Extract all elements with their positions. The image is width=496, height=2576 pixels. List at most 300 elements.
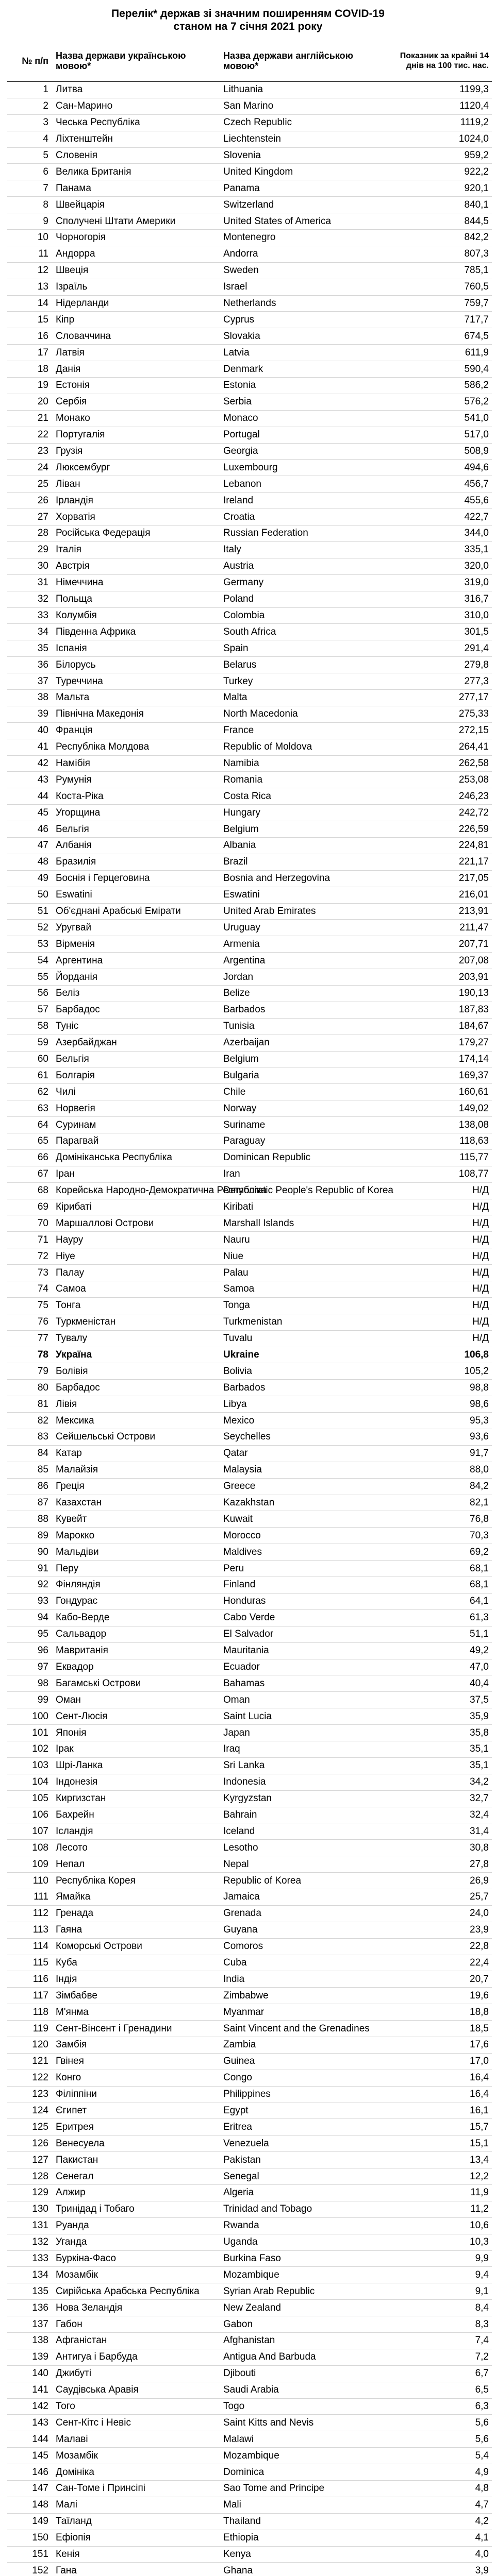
row-number: 59 bbox=[7, 1035, 54, 1051]
table-row bbox=[7, 1363, 492, 1380]
incidence-value: Н/Д bbox=[389, 1232, 492, 1248]
country-name-english: Senegal bbox=[221, 2168, 389, 2185]
table-row bbox=[7, 131, 492, 147]
country-name-english: Liechtenstein bbox=[221, 131, 389, 147]
table-row bbox=[7, 1133, 492, 1150]
table-row bbox=[7, 1544, 492, 1561]
incidence-value: 291,4 bbox=[389, 640, 492, 657]
country-name-ukrainian: Україна bbox=[54, 1347, 221, 1363]
country-name-english: Mozambique bbox=[221, 2267, 389, 2283]
incidence-value: Н/Д bbox=[389, 1182, 492, 1199]
incidence-value: 23,9 bbox=[389, 1922, 492, 1938]
country-name-ukrainian: Конго bbox=[54, 2070, 221, 2086]
incidence-value: 1024,0 bbox=[389, 131, 492, 147]
row-number: 14 bbox=[7, 295, 54, 312]
table-row bbox=[7, 427, 492, 443]
country-name-english: Jamaica bbox=[221, 1889, 389, 1905]
row-number: 43 bbox=[7, 772, 54, 788]
country-name-ukrainian: Руанда bbox=[54, 2217, 221, 2234]
country-name-ukrainian: Сент-Вінсент і Гренадини bbox=[54, 2021, 221, 2037]
row-number: 83 bbox=[7, 1429, 54, 1446]
table-row bbox=[7, 624, 492, 640]
row-number: 75 bbox=[7, 1297, 54, 1314]
table-row bbox=[7, 689, 492, 706]
row-number: 152 bbox=[7, 2563, 54, 2576]
incidence-value: 5,6 bbox=[389, 2431, 492, 2448]
row-number: 19 bbox=[7, 378, 54, 394]
country-name-ukrainian: Габон bbox=[54, 2316, 221, 2333]
table-row bbox=[7, 2481, 492, 2497]
country-name-ukrainian: Естонія bbox=[54, 378, 221, 394]
country-name-ukrainian: Гана bbox=[54, 2563, 221, 2576]
country-name-ukrainian: Ліхтенштейн bbox=[54, 131, 221, 147]
row-number: 37 bbox=[7, 673, 54, 690]
table-row bbox=[7, 1577, 492, 1594]
row-number: 25 bbox=[7, 476, 54, 493]
country-name-ukrainian: Японія bbox=[54, 1725, 221, 1741]
country-name-english: Slovenia bbox=[221, 147, 389, 164]
table-row bbox=[7, 476, 492, 493]
table-row bbox=[7, 2185, 492, 2201]
table-row bbox=[7, 2283, 492, 2300]
country-name-ukrainian: Панама bbox=[54, 180, 221, 197]
table-row bbox=[7, 1692, 492, 1708]
row-number: 64 bbox=[7, 1117, 54, 1133]
table-row bbox=[7, 2021, 492, 2037]
table-row bbox=[7, 591, 492, 607]
incidence-value: 35,9 bbox=[389, 1708, 492, 1725]
incidence-value: 17,0 bbox=[389, 2053, 492, 2070]
table-row bbox=[7, 279, 492, 295]
country-name-english: Zambia bbox=[221, 2037, 389, 2053]
country-name-ukrainian: Сенегал bbox=[54, 2168, 221, 2185]
row-number: 140 bbox=[7, 2365, 54, 2382]
table-row bbox=[7, 114, 492, 131]
country-name-english: Tonga bbox=[221, 1297, 389, 1314]
country-name-english: Portugal bbox=[221, 427, 389, 443]
country-name-ukrainian: Пакистан bbox=[54, 2152, 221, 2168]
table-row bbox=[7, 706, 492, 722]
incidence-value: 98,8 bbox=[389, 1380, 492, 1396]
country-name-ukrainian: Куба bbox=[54, 1955, 221, 1971]
table-row bbox=[7, 2037, 492, 2053]
table-row bbox=[7, 2415, 492, 2431]
country-name-ukrainian: Суринам bbox=[54, 1117, 221, 1133]
country-name-ukrainian: Багамські Острови bbox=[54, 1675, 221, 1692]
country-name-english: El Salvador bbox=[221, 1626, 389, 1642]
row-number: 136 bbox=[7, 2300, 54, 2316]
country-name-ukrainian: Тринідад і Тобаго bbox=[54, 2201, 221, 2217]
table-row bbox=[7, 1002, 492, 1018]
incidence-value: 16,1 bbox=[389, 2103, 492, 2119]
incidence-value: 674,5 bbox=[389, 328, 492, 345]
country-name-english: Chile bbox=[221, 1084, 389, 1100]
row-number: 13 bbox=[7, 279, 54, 295]
incidence-value: 19,6 bbox=[389, 1988, 492, 2004]
incidence-value: 7,4 bbox=[389, 2333, 492, 2349]
row-number: 123 bbox=[7, 2086, 54, 2103]
country-name-ukrainian: Зімбабве bbox=[54, 1988, 221, 2004]
country-name-ukrainian: Республіка Молдова bbox=[54, 739, 221, 755]
row-number: 126 bbox=[7, 2136, 54, 2152]
incidence-value: 68,1 bbox=[389, 1561, 492, 1577]
row-number: 145 bbox=[7, 2448, 54, 2464]
incidence-value: 4,0 bbox=[389, 2546, 492, 2563]
incidence-value: 15,7 bbox=[389, 2119, 492, 2136]
incidence-value: 18,8 bbox=[389, 2004, 492, 2021]
row-number: 84 bbox=[7, 1445, 54, 1462]
row-number: 135 bbox=[7, 2283, 54, 2300]
country-name-ukrainian: Еритрея bbox=[54, 2119, 221, 2136]
country-name-ukrainian: Науру bbox=[54, 1232, 221, 1248]
incidence-value: 93,6 bbox=[389, 1429, 492, 1446]
table-row bbox=[7, 295, 492, 312]
row-number: 54 bbox=[7, 953, 54, 969]
row-number: 23 bbox=[7, 443, 54, 460]
country-name-ukrainian: Болгарія bbox=[54, 1067, 221, 1084]
country-name-english: Dominica bbox=[221, 2464, 389, 2481]
row-number: 104 bbox=[7, 1774, 54, 1790]
row-number: 58 bbox=[7, 1018, 54, 1035]
table-row bbox=[7, 1248, 492, 1265]
country-name-ukrainian: Домініка bbox=[54, 2464, 221, 2481]
table-row bbox=[7, 903, 492, 920]
table-row bbox=[7, 755, 492, 772]
table-row bbox=[7, 230, 492, 246]
incidence-value: 422,7 bbox=[389, 509, 492, 526]
table-row bbox=[7, 197, 492, 213]
row-number: 82 bbox=[7, 1413, 54, 1429]
table-row bbox=[7, 1774, 492, 1790]
incidence-value: 37,5 bbox=[389, 1692, 492, 1708]
row-number: 89 bbox=[7, 1528, 54, 1544]
country-name-english: France bbox=[221, 722, 389, 739]
country-name-ukrainian: Антигуа і Барбуда bbox=[54, 2349, 221, 2365]
table-row bbox=[7, 1035, 492, 1051]
table-row bbox=[7, 1215, 492, 1232]
country-name-english: Costa Rica bbox=[221, 788, 389, 805]
country-name-english: South Africa bbox=[221, 624, 389, 640]
country-name-english: Barbados bbox=[221, 1380, 389, 1396]
table-row bbox=[7, 1051, 492, 1067]
incidence-value: 4,2 bbox=[389, 2513, 492, 2530]
row-number: 147 bbox=[7, 2481, 54, 2497]
incidence-value: 785,1 bbox=[389, 262, 492, 279]
row-number: 38 bbox=[7, 689, 54, 706]
country-name-ukrainian: Боснія і Герцеговина bbox=[54, 870, 221, 887]
incidence-value: 4,8 bbox=[389, 2481, 492, 2497]
row-number: 12 bbox=[7, 262, 54, 279]
country-name-english: Rwanda bbox=[221, 2217, 389, 2234]
incidence-value: 32,7 bbox=[389, 1790, 492, 1807]
country-name-english: Belarus bbox=[221, 657, 389, 673]
country-name-ukrainian: Андорра bbox=[54, 246, 221, 262]
row-number: 79 bbox=[7, 1363, 54, 1380]
country-name-english: Samoa bbox=[221, 1281, 389, 1298]
country-name-english: Monaco bbox=[221, 410, 389, 427]
row-number: 86 bbox=[7, 1478, 54, 1495]
row-number: 53 bbox=[7, 936, 54, 953]
incidence-value: 40,4 bbox=[389, 1675, 492, 1692]
country-name-english: Germany bbox=[221, 574, 389, 591]
country-name-english: Lesotho bbox=[221, 1840, 389, 1856]
country-name-ukrainian: Туреччина bbox=[54, 673, 221, 690]
country-name-english: Thailand bbox=[221, 2513, 389, 2530]
country-name-english: Greece bbox=[221, 1478, 389, 1495]
incidence-value: 49,2 bbox=[389, 1642, 492, 1659]
row-number: 85 bbox=[7, 1462, 54, 1478]
country-name-ukrainian: Нідерланди bbox=[54, 295, 221, 312]
country-name-ukrainian: Румунія bbox=[54, 772, 221, 788]
row-number: 87 bbox=[7, 1495, 54, 1511]
incidence-value: 35,1 bbox=[389, 1741, 492, 1757]
country-name-ukrainian: Замбія bbox=[54, 2037, 221, 2053]
incidence-value: 88,0 bbox=[389, 1462, 492, 1478]
country-name-ukrainian: Оман bbox=[54, 1692, 221, 1708]
country-name-english: Republic of Korea bbox=[221, 1873, 389, 1889]
table-row bbox=[7, 1873, 492, 1889]
table-row bbox=[7, 1609, 492, 1626]
table-row bbox=[7, 920, 492, 936]
country-name-ukrainian: Кабо-Верде bbox=[54, 1609, 221, 1626]
country-name-ukrainian: Йорданія bbox=[54, 969, 221, 986]
country-name-ukrainian: Ісландія bbox=[54, 1823, 221, 1840]
row-number: 107 bbox=[7, 1823, 54, 1840]
country-name-english: Barbados bbox=[221, 1002, 389, 1018]
country-name-english: Serbia bbox=[221, 394, 389, 410]
incidence-value: 30,8 bbox=[389, 1840, 492, 1856]
country-name-english: Sao Tome and Principe bbox=[221, 2481, 389, 2497]
country-name-english: Kenya bbox=[221, 2546, 389, 2563]
table-row bbox=[7, 2136, 492, 2152]
country-name-ukrainian: Домініканська Республіка bbox=[54, 1149, 221, 1166]
table-row bbox=[7, 2513, 492, 2530]
country-name-ukrainian: Італія bbox=[54, 541, 221, 558]
country-name-ukrainian: Болівія bbox=[54, 1363, 221, 1380]
row-number: 122 bbox=[7, 2070, 54, 2086]
country-name-ukrainian: Угорщина bbox=[54, 805, 221, 821]
table-row bbox=[7, 1823, 492, 1840]
table-row bbox=[7, 1462, 492, 1478]
country-name-english: Uganda bbox=[221, 2234, 389, 2250]
title-line-2: станом на 7 січня 2021 року bbox=[173, 21, 323, 32]
table-row bbox=[7, 180, 492, 197]
country-name-ukrainian: Велика Британія bbox=[54, 164, 221, 180]
table-row bbox=[7, 788, 492, 805]
country-name-english: Namibia bbox=[221, 755, 389, 772]
header-row bbox=[7, 40, 492, 82]
country-name-english: Oman bbox=[221, 1692, 389, 1708]
table-row bbox=[7, 1528, 492, 1544]
row-number: 116 bbox=[7, 1971, 54, 1988]
incidence-value: 576,2 bbox=[389, 394, 492, 410]
country-name-ukrainian: М'янма bbox=[54, 2004, 221, 2021]
incidence-value: 18,5 bbox=[389, 2021, 492, 2037]
table-row bbox=[7, 345, 492, 361]
incidence-value: 22,8 bbox=[389, 1938, 492, 1955]
country-name-ukrainian: Алжир bbox=[54, 2185, 221, 2201]
incidence-value: 3,9 bbox=[389, 2563, 492, 2576]
row-number: 97 bbox=[7, 1659, 54, 1675]
row-number: 20 bbox=[7, 394, 54, 410]
row-number: 102 bbox=[7, 1741, 54, 1757]
table-row bbox=[7, 1642, 492, 1659]
table-row bbox=[7, 164, 492, 180]
country-name-ukrainian: Бельгія bbox=[54, 821, 221, 838]
table-row bbox=[7, 1429, 492, 1446]
country-name-ukrainian: Іран bbox=[54, 1166, 221, 1182]
country-name-ukrainian: Сан-Марино bbox=[54, 98, 221, 114]
country-name-ukrainian: Коморські Острови bbox=[54, 1938, 221, 1955]
country-name-english: United States of America bbox=[221, 213, 389, 230]
row-number: 41 bbox=[7, 739, 54, 755]
incidence-value: 68,1 bbox=[389, 1577, 492, 1594]
incidence-value: 70,3 bbox=[389, 1528, 492, 1544]
row-number: 128 bbox=[7, 2168, 54, 2185]
country-name-english: Trinidad and Tobago bbox=[221, 2201, 389, 2217]
incidence-value: 264,41 bbox=[389, 739, 492, 755]
incidence-value: 456,7 bbox=[389, 476, 492, 493]
row-number: 129 bbox=[7, 2185, 54, 2201]
row-number: 139 bbox=[7, 2349, 54, 2365]
table-row bbox=[7, 2053, 492, 2070]
country-name-english: Burkina Faso bbox=[221, 2250, 389, 2267]
country-name-ukrainian: Ірландія bbox=[54, 493, 221, 509]
incidence-value: 207,08 bbox=[389, 953, 492, 969]
country-name-ukrainian: Малайзія bbox=[54, 1462, 221, 1478]
row-number: 51 bbox=[7, 903, 54, 920]
incidence-value: 226,59 bbox=[389, 821, 492, 838]
row-number: 71 bbox=[7, 1232, 54, 1248]
row-number: 9 bbox=[7, 213, 54, 230]
country-name-english: Bolivia bbox=[221, 1363, 389, 1380]
incidence-value: Н/Д bbox=[389, 1248, 492, 1265]
incidence-value: 203,91 bbox=[389, 969, 492, 986]
country-name-english: Ghana bbox=[221, 2563, 389, 2576]
table-row bbox=[7, 1380, 492, 1396]
table-row bbox=[7, 1166, 492, 1182]
table-row bbox=[7, 1067, 492, 1084]
table-row bbox=[7, 673, 492, 690]
country-name-ukrainian: Мальдіви bbox=[54, 1544, 221, 1561]
table-row bbox=[7, 558, 492, 574]
country-name-ukrainian: Джибуті bbox=[54, 2365, 221, 2382]
country-name-ukrainian: Марокко bbox=[54, 1528, 221, 1544]
country-name-english: Armenia bbox=[221, 936, 389, 953]
row-number: 21 bbox=[7, 410, 54, 427]
country-name-ukrainian: Данія bbox=[54, 361, 221, 378]
country-name-english: Peru bbox=[221, 1561, 389, 1577]
table-row bbox=[7, 1100, 492, 1117]
country-name-english: Marshall Islands bbox=[221, 1215, 389, 1232]
incidence-value: 95,3 bbox=[389, 1413, 492, 1429]
country-name-english: Paraguay bbox=[221, 1133, 389, 1150]
country-name-ukrainian: Кіпр bbox=[54, 312, 221, 328]
incidence-value: Н/Д bbox=[389, 1314, 492, 1330]
incidence-value: 455,6 bbox=[389, 493, 492, 509]
table-row bbox=[7, 460, 492, 476]
row-number: 42 bbox=[7, 755, 54, 772]
country-name-ukrainian: Казахстан bbox=[54, 1495, 221, 1511]
country-name-english: Kyrgyzstan bbox=[221, 1790, 389, 1807]
incidence-value: 47,0 bbox=[389, 1659, 492, 1675]
country-name-english: Afghanistan bbox=[221, 2333, 389, 2349]
country-name-english: North Macedonia bbox=[221, 706, 389, 722]
country-name-ukrainian: Намібія bbox=[54, 755, 221, 772]
incidence-value: 138,08 bbox=[389, 1117, 492, 1133]
country-name-ukrainian: Еswatini bbox=[54, 887, 221, 903]
incidence-value: 6,7 bbox=[389, 2365, 492, 2382]
country-name-english: Mexico bbox=[221, 1413, 389, 1429]
country-name-ukrainian: Маршаллові Острови bbox=[54, 1215, 221, 1232]
country-name-ukrainian: Єгипет bbox=[54, 2103, 221, 2119]
country-name-english: Gabon bbox=[221, 2316, 389, 2333]
country-name-ukrainian: Уругвай bbox=[54, 920, 221, 936]
table-row bbox=[7, 1675, 492, 1692]
incidence-value: 22,4 bbox=[389, 1955, 492, 1971]
table-row bbox=[7, 607, 492, 624]
table-row bbox=[7, 1626, 492, 1642]
country-name-english: Iran bbox=[221, 1166, 389, 1182]
row-number: 44 bbox=[7, 788, 54, 805]
country-name-ukrainian: Лівія bbox=[54, 1396, 221, 1413]
table-row bbox=[7, 1347, 492, 1363]
incidence-value: 179,27 bbox=[389, 1035, 492, 1051]
country-name-ukrainian: Азербайджан bbox=[54, 1035, 221, 1051]
row-number: 69 bbox=[7, 1199, 54, 1215]
table-row bbox=[7, 1314, 492, 1330]
table-row bbox=[7, 1988, 492, 2004]
country-name-english: Hungary bbox=[221, 805, 389, 821]
country-name-english: Bahamas bbox=[221, 1675, 389, 1692]
table-row bbox=[7, 969, 492, 986]
country-name-english: Ireland bbox=[221, 493, 389, 509]
table-row bbox=[7, 2086, 492, 2103]
country-name-ukrainian: Латвія bbox=[54, 345, 221, 361]
row-number: 63 bbox=[7, 1100, 54, 1117]
row-number: 114 bbox=[7, 1938, 54, 1955]
country-name-ukrainian: Австрія bbox=[54, 558, 221, 574]
country-name-english: Saint Lucia bbox=[221, 1708, 389, 1725]
country-name-english: Maldives bbox=[221, 1544, 389, 1561]
country-name-english: Mozambique bbox=[221, 2448, 389, 2464]
incidence-value: 187,83 bbox=[389, 1002, 492, 1018]
incidence-value: 184,67 bbox=[389, 1018, 492, 1035]
country-name-english: Poland bbox=[221, 591, 389, 607]
country-name-ukrainian: Чорногорія bbox=[54, 230, 221, 246]
row-number: 81 bbox=[7, 1396, 54, 1413]
table-row bbox=[7, 443, 492, 460]
row-number: 18 bbox=[7, 361, 54, 378]
country-name-ukrainian: Самоа bbox=[54, 1281, 221, 1298]
country-name-ukrainian: Індонезія bbox=[54, 1774, 221, 1790]
table-row bbox=[7, 1741, 492, 1757]
row-number: 62 bbox=[7, 1084, 54, 1100]
row-number: 105 bbox=[7, 1790, 54, 1807]
country-name-ukrainian: Бразилія bbox=[54, 854, 221, 870]
country-name-english: Mali bbox=[221, 2497, 389, 2513]
country-name-ukrainian: Португалія bbox=[54, 427, 221, 443]
country-name-ukrainian: Кувейт bbox=[54, 1511, 221, 1528]
country-name-ukrainian: Туркменістан bbox=[54, 1314, 221, 1330]
country-name-english: Spain bbox=[221, 640, 389, 657]
country-name-ukrainian: Сан-Томе і Принсіпі bbox=[54, 2481, 221, 2497]
country-name-english: Cuba bbox=[221, 1955, 389, 1971]
table-row bbox=[7, 887, 492, 903]
country-name-ukrainian: Хорватія bbox=[54, 509, 221, 526]
country-name-english: Bahrain bbox=[221, 1807, 389, 1823]
country-name-ukrainian: Кірибаті bbox=[54, 1199, 221, 1215]
